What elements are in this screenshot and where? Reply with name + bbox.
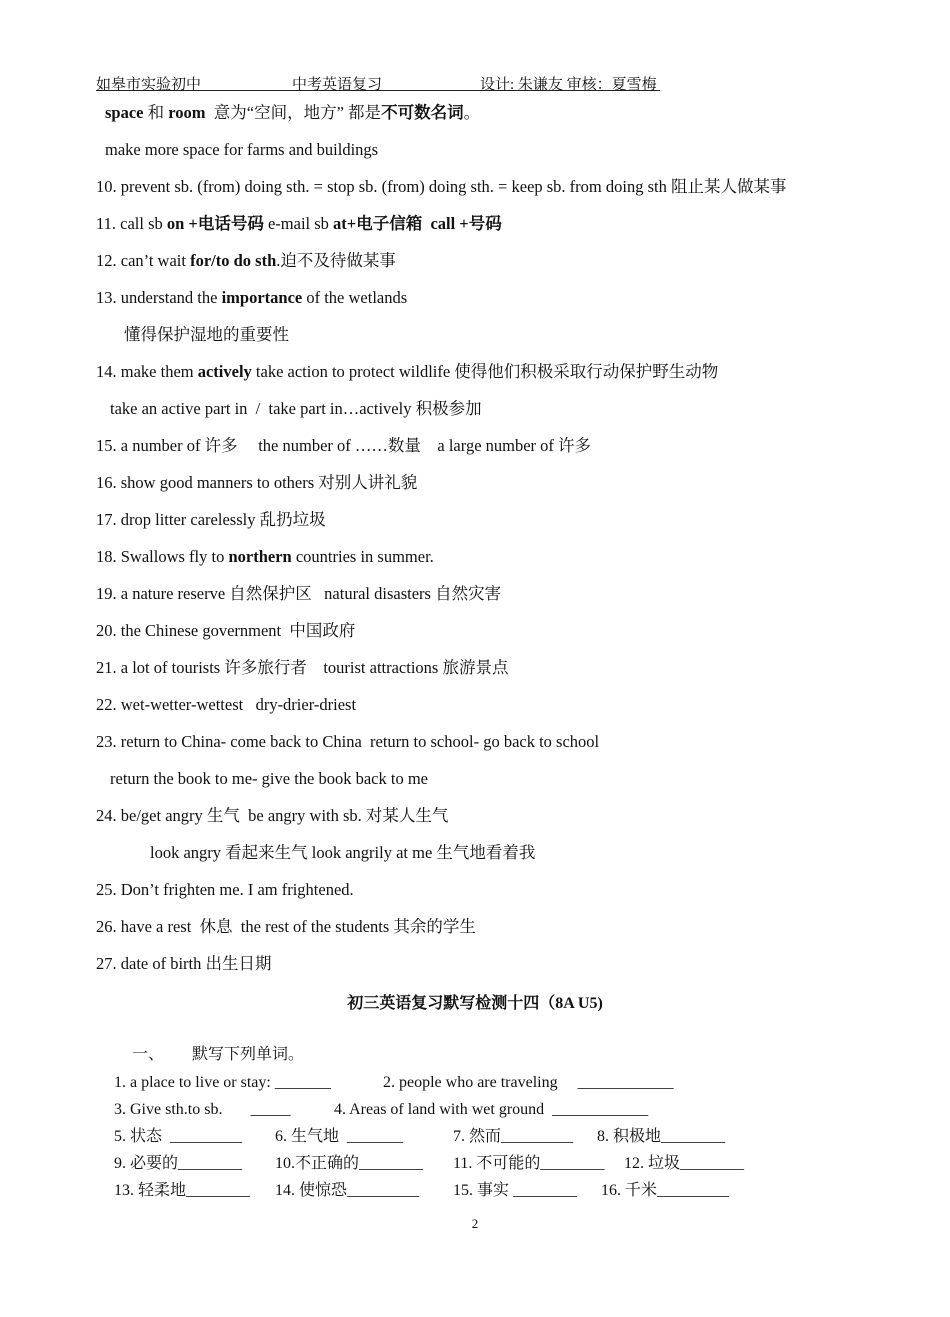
exercise-title: 初三英语复习默写检测十四（8A U5): [347, 995, 603, 1012]
text: 。: [463, 103, 481, 122]
note-line-26: 26. have a rest 休息 the rest of the students 其余的学生: [96, 917, 476, 936]
note-line-15: 15. a number of 许多 the number of ……数量 a large number of 许多: [96, 436, 592, 455]
emphasis: northern: [228, 547, 292, 566]
header-credits: 设计: 朱谦友 审核：夏雪梅: [480, 77, 657, 93]
note-line: make more space for farms and buildings: [105, 140, 379, 159]
text: 12. can’t wait: [96, 251, 191, 270]
text: countries in summer.: [291, 547, 434, 566]
note-line-11: [96, 214, 502, 234]
exercise-item-13: 13. 轻柔地________: [114, 1182, 251, 1199]
note-line-13: [96, 288, 407, 308]
header-school: 如皋市实验初中: [96, 77, 202, 93]
emphasis: for/to do sth: [190, 251, 277, 270]
text: 18. Swallows fly to: [96, 547, 229, 566]
note-line-24: 24. be/get angry 生气 be angry with sb. 对某人生气: [96, 806, 449, 825]
text: 14. make them: [96, 362, 198, 381]
text: of the wetlands: [302, 288, 408, 307]
note-line-19: 19. a nature reserve 自然保护区 natural disasters 自然灾害: [96, 584, 502, 603]
exercise-item-6: 6. 生气地 _______: [275, 1128, 404, 1145]
page-number: 2: [471, 1216, 479, 1231]
note-line-10: 10. prevent sb. (from) doing sth. = stop sb. (from) doing sth. = keep sb. from doing sth 阻止某人做某事: [96, 177, 787, 196]
text: 11. call sb: [96, 214, 167, 233]
text: 13. understand the: [96, 288, 222, 307]
note-line: look angry 看起来生气 look angrily at me 生气地看着我: [150, 843, 536, 862]
exercise-item-12: 12. 垃圾________: [624, 1155, 745, 1172]
note-line: return the book to me- give the book back to me: [110, 769, 428, 788]
text: e-mail sb: [263, 214, 334, 233]
header-course: 中考英语复习: [292, 77, 383, 93]
note-line-22: 22. wet-wetter-wettest dry-drier-driest: [96, 695, 357, 714]
note-line-27: 27. date of birth 出生日期: [96, 954, 272, 973]
exercise-item-15: 15. 事实 ________: [453, 1182, 578, 1199]
exercise-item-8: 8. 积极地________: [597, 1128, 726, 1145]
page-header: [96, 72, 660, 91]
term-space: space: [105, 103, 144, 122]
note-line-25: 25. Don’t frighten me. I am frightened.: [96, 880, 354, 899]
note-line-16: 16. show good manners to others 对别人讲礼貌: [96, 473, 418, 492]
exercise-item-10: 10.不正确的________: [275, 1155, 424, 1172]
exercise-item-16: 16. 千米_________: [601, 1182, 730, 1199]
exercise-item-1: 1. a place to live or stay: _______: [114, 1074, 331, 1091]
note-line-12: [96, 251, 396, 271]
note-line-17: 17. drop litter carelessly 乱扔垃圾: [96, 510, 326, 529]
text: .迫不及待做某事: [276, 251, 396, 270]
text: take action to protect wildlife 使得他们积极采取行动保护野生动物: [251, 362, 719, 381]
emphasis: on +电话号码: [166, 214, 264, 233]
emphasis: importance: [221, 288, 303, 307]
note-line-14: [96, 362, 718, 382]
exercise-item-9: 9. 必要的________: [114, 1155, 243, 1172]
emphasis: actively: [197, 362, 252, 381]
exercise-item-3: 3. Give sth.to sb. _____: [114, 1101, 291, 1118]
note-line-space-room: [105, 103, 480, 123]
exercise-item-7: 7. 然而_________: [453, 1128, 574, 1145]
note-line-18: [96, 547, 434, 567]
note-line: take an active part in / take part in…actively 积极参加: [110, 399, 482, 418]
exercise-item-4: 4. Areas of land with wet ground ____________: [334, 1101, 649, 1118]
note-line-20: 20. the Chinese government 中国政府: [96, 621, 356, 640]
text: 和: [143, 103, 169, 122]
text: 意为“空间，地方” 都是: [205, 103, 382, 122]
term-uncountable: 不可数名词: [381, 103, 464, 122]
term-room: room: [168, 103, 206, 122]
exercise-item-11: 11. 不可能的________: [453, 1155, 605, 1172]
note-line: 懂得保护湿地的重要性: [124, 325, 289, 344]
exercise-item-14: 14. 使惊恐_________: [275, 1182, 420, 1199]
note-line-21: 21. a lot of tourists 许多旅行者 tourist attractions 旅游景点: [96, 658, 509, 677]
exercise-item-5: 5. 状态 _________: [114, 1128, 243, 1145]
exercise-section-heading: 一、 默写下列单词。: [132, 1046, 305, 1063]
note-line-23: 23. return to China- come back to China return to school- go back to school: [96, 732, 600, 751]
emphasis: at+电子信箱 call +号码: [333, 214, 502, 233]
exercise-item-2: 2. people who are traveling ____________: [383, 1074, 674, 1091]
